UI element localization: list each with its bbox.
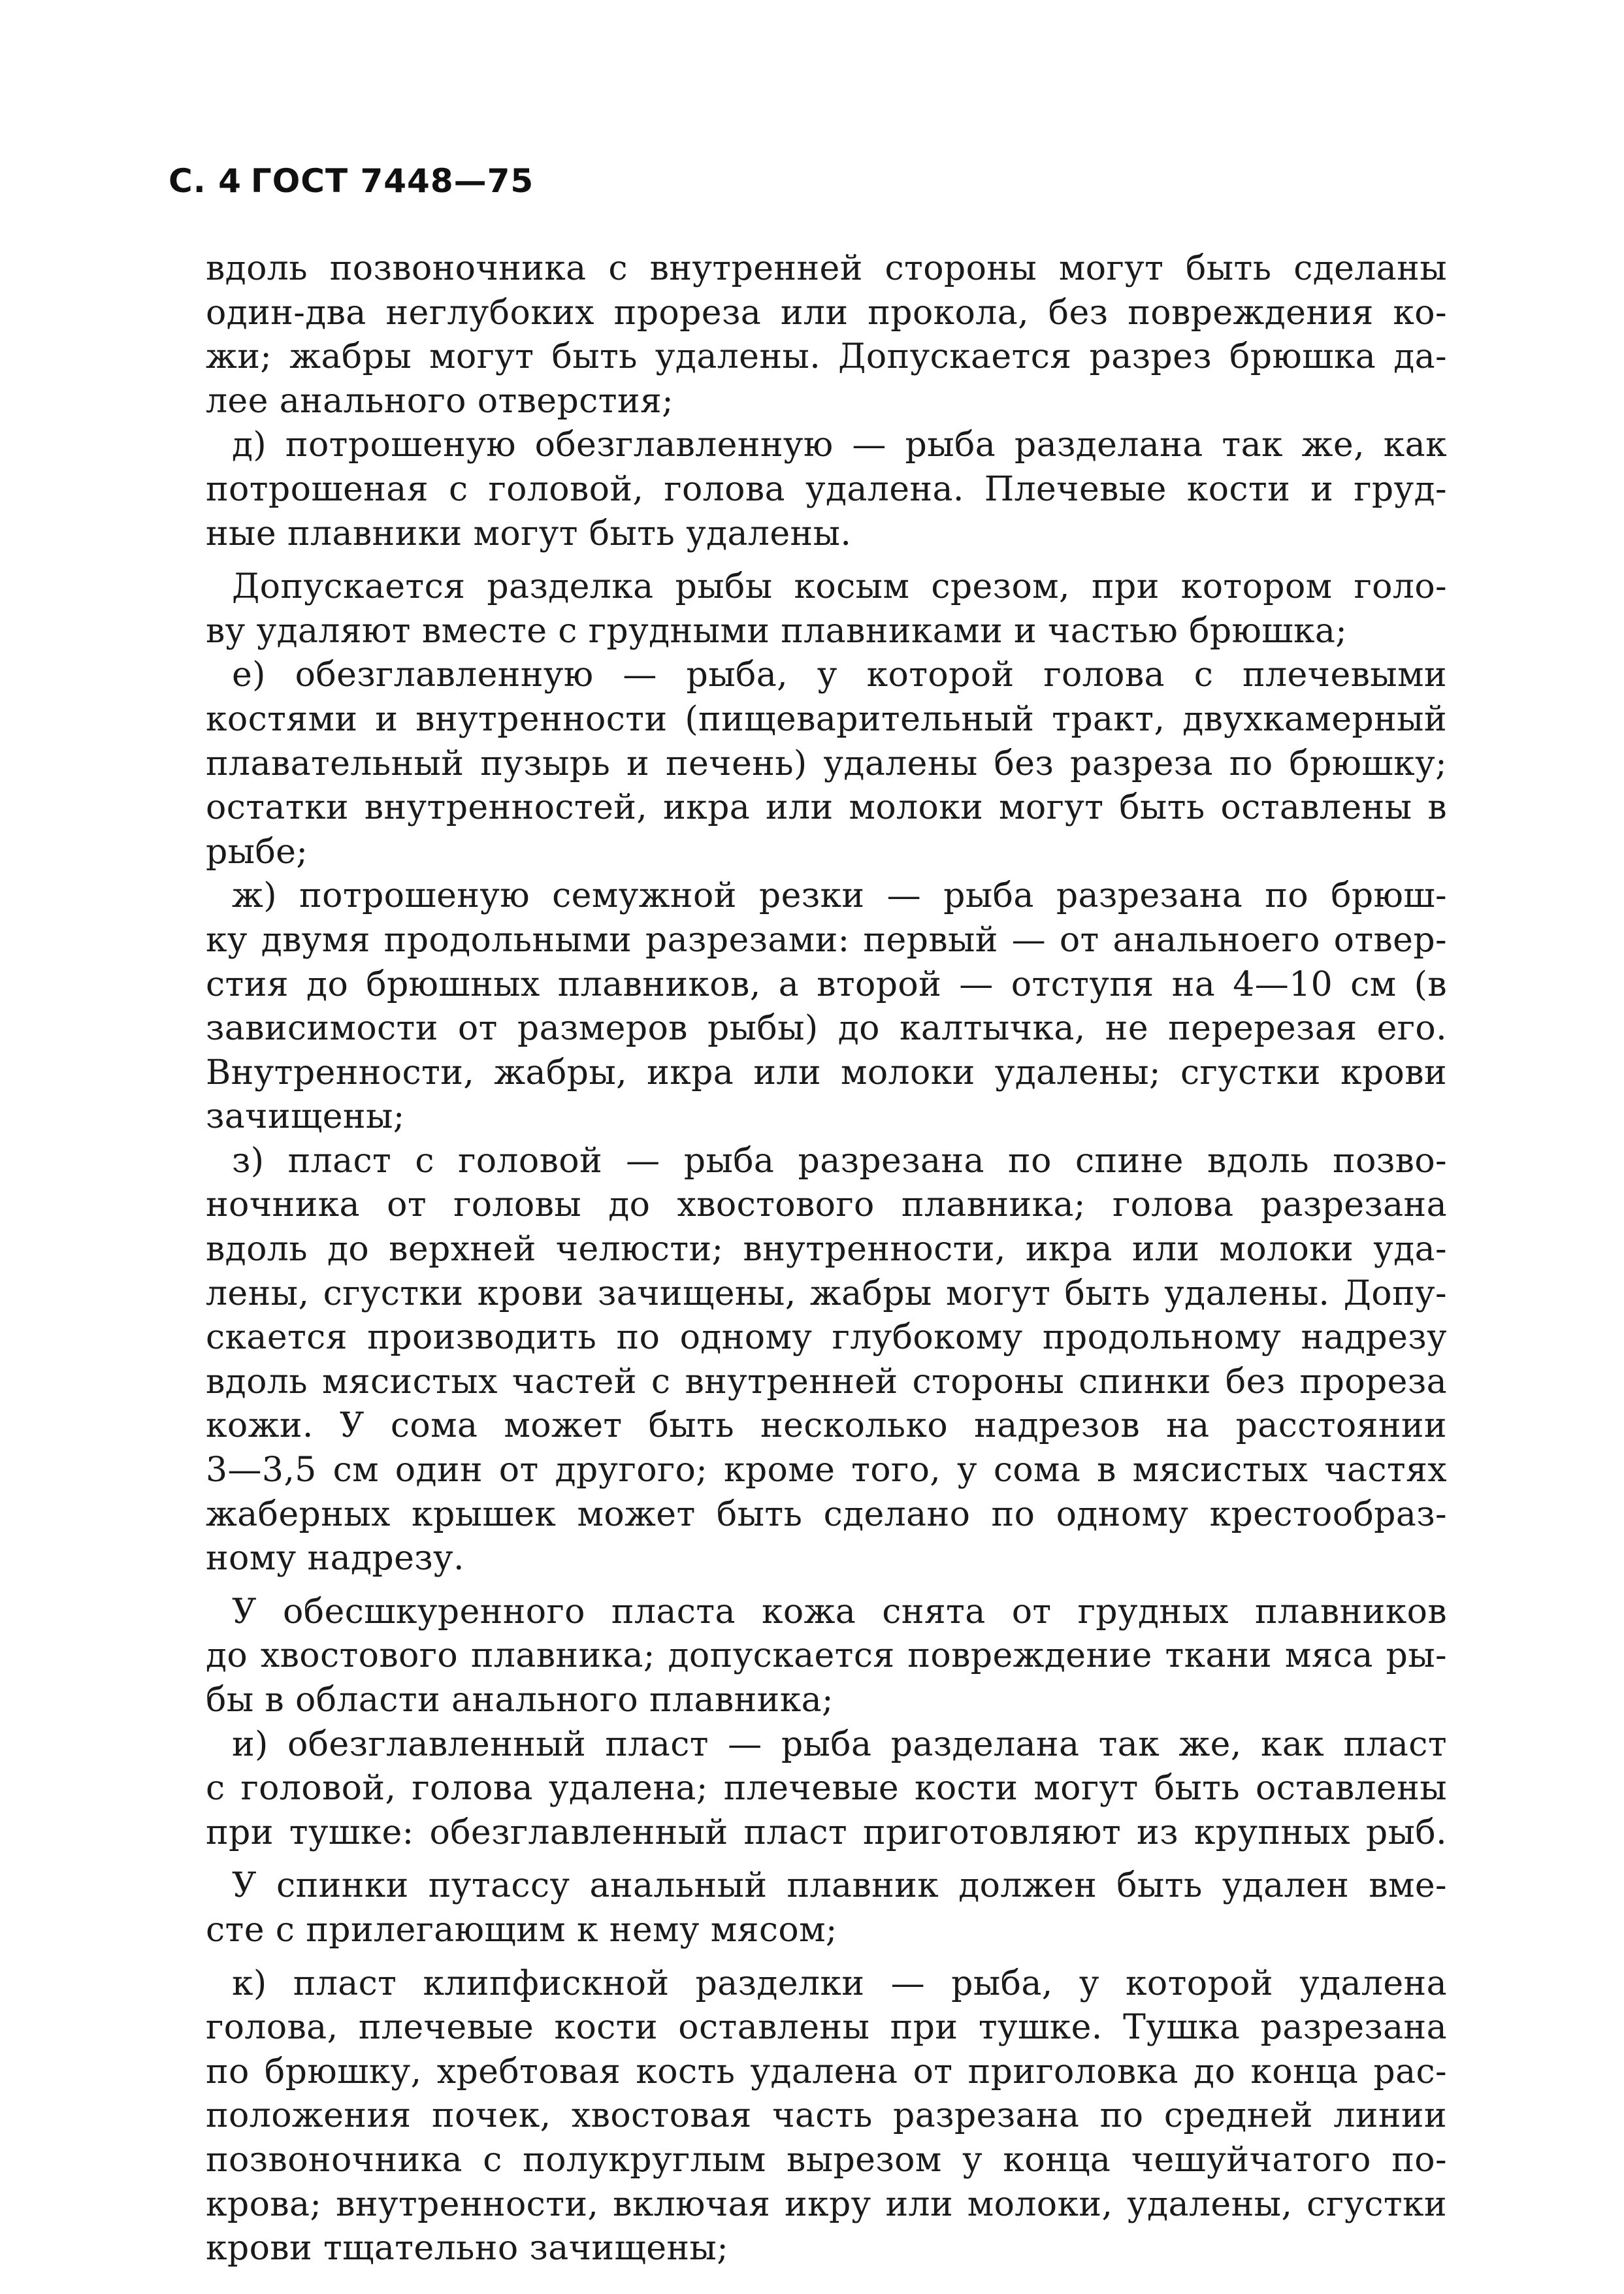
text-line: ные плавники могут быть удалены.	[206, 514, 852, 553]
text-line: ночника от головы до хвостового плавника; голова разрезана	[206, 1185, 1447, 1225]
paragraph-p7	[206, 1590, 1447, 1723]
text-line: Внутренности, жабры, икра или молоки удалены; сгустки крови	[206, 1053, 1447, 1092]
text-line: один-два неглубоких прореза или прокола, без повреждения ко-	[206, 293, 1447, 333]
text-line: положения почек, хвостовая часть разрезана по средней линии	[206, 2096, 1447, 2136]
text-line: ку двумя продольными разрезами: первый — от анальноего отвер-	[206, 920, 1447, 960]
text-line: костями и внутренности (пищеварительный тракт, двухкамерный	[206, 699, 1447, 739]
document-id: ГОСТ 7448—75	[250, 162, 534, 200]
paragraph-p8	[206, 1723, 1447, 1856]
text-line: У спинки путассу анальный плавник должен быть удален вме-	[232, 1866, 1447, 1906]
text-line: по брюшку, хребтовая кость удалена от приголовка до конца рас-	[206, 2052, 1447, 2091]
text-line: к) пласт клипфискной разделки — рыба, у которой удалена	[232, 1963, 1447, 2003]
text-line: зависимости от размеров рыбы) до калтычка, не перерезая его.	[206, 1009, 1447, 1049]
text-line: 3—3,5 см один от другого; кроме того, у сома в мясистых частях	[206, 1450, 1447, 1490]
text-line: стия до брюшных плавников, а второй — отступя на 4—10 см (в	[206, 964, 1447, 1004]
paragraph-p5	[206, 874, 1447, 1139]
text-line: У обесшкуренного пласта кожа снята от грудных плавников	[232, 1592, 1447, 1631]
paragraph-gap	[206, 556, 1447, 565]
text-line: позвоночника с полукруглым вырезом у конца чешуйчатого по-	[206, 2140, 1447, 2180]
paragraph-gap	[206, 1581, 1447, 1590]
text-line: д) потрошеную обезглавленную — рыба разделана так же, как	[232, 425, 1447, 465]
text-line: крова; внутренности, включая икру или молоки, удалены, сгустки	[206, 2184, 1447, 2224]
text-line: остатки внутренностей, икра или молоки могут быть оставлены в	[206, 788, 1447, 828]
paragraph-p10	[206, 1962, 1447, 2271]
text-line: жи; жабры могут быть удалены. Допускается разрез брюшка да-	[206, 337, 1447, 377]
paragraph-gap	[206, 1855, 1447, 1864]
paragraph-p3	[206, 565, 1447, 653]
text-line: зачищены;	[206, 1097, 405, 1137]
text-line: лее анального отверстия;	[206, 381, 674, 421]
text-line: ному надрезу.	[206, 1539, 464, 1579]
paragraph-p4	[206, 653, 1447, 874]
text-line: вдоль до верхней челюсти; внутренности, икра или молоки уда-	[206, 1230, 1447, 1270]
paragraph-gap	[206, 1953, 1447, 1962]
text-line: и) обезглавленный пласт — рыба разделана так же, как пласт	[232, 1724, 1447, 1764]
text-line: вдоль мясистых частей с внутренней стороны спинки без прореза	[206, 1362, 1447, 1401]
text-line: е) обезглавленную — рыба, у которой голова с плечевыми	[232, 655, 1447, 695]
text-line: ж) потрошеную семужной резки — рыба разрезана по брюш-	[232, 876, 1447, 916]
text-line: рыбе;	[206, 832, 308, 872]
text-line: жаберных крышек может быть сделано по одному крестообраз-	[206, 1494, 1447, 1534]
page-number: С. 4	[169, 162, 242, 200]
text-line: потрошеная с головой, голова удалена. Плечевые кости и груд-	[206, 469, 1447, 509]
text-line: плавательный пузырь и печень) удалены без разреза по брюшку;	[206, 744, 1447, 783]
paragraph-p2	[206, 423, 1447, 556]
text-line: Допускается разделка рыбы косым срезом, при котором голо-	[232, 567, 1447, 607]
paragraph-p9	[206, 1864, 1447, 1952]
text-line: бы в области анального плавника;	[206, 1680, 834, 1720]
text-line: сте с прилегающим к нему мясом;	[206, 1910, 837, 1950]
text-line: крови тщательно зачищены;	[206, 2229, 729, 2269]
text-line: до хвостового плавника; допускается повреждение ткани мяса ры-	[206, 1636, 1447, 1676]
text-line: ву удаляют вместе с грудными плавниками и частью брюшка;	[206, 611, 1348, 651]
text-line: с головой, голова удалена; плечевые кости могут быть оставлены	[206, 1769, 1447, 1809]
text-line: скается производить по одному глубокому продольному надрезу	[206, 1318, 1447, 1358]
text-line: лены, сгустки крови зачищены, жабры могут быть удалены. Допу-	[206, 1273, 1447, 1313]
document-body	[206, 247, 1447, 2271]
text-line: голова, плечевые кости оставлены при тушке. Тушка разрезана	[206, 2008, 1447, 2048]
paragraph-p6	[206, 1139, 1447, 1581]
paragraph-p1	[206, 247, 1447, 423]
page-header	[169, 162, 543, 200]
text-line: вдоль позвоночника с внутренней стороны могут быть сделаны	[206, 249, 1447, 288]
text-line: з) пласт с головой — рыба разрезана по спине вдоль позво-	[232, 1141, 1447, 1181]
text-line: при тушке: обезглавленный пласт приготовляют из крупных рыб.	[206, 1812, 1447, 1852]
text-line: кожи. У сома может быть несколько надрезов на расстоянии	[206, 1406, 1447, 1446]
